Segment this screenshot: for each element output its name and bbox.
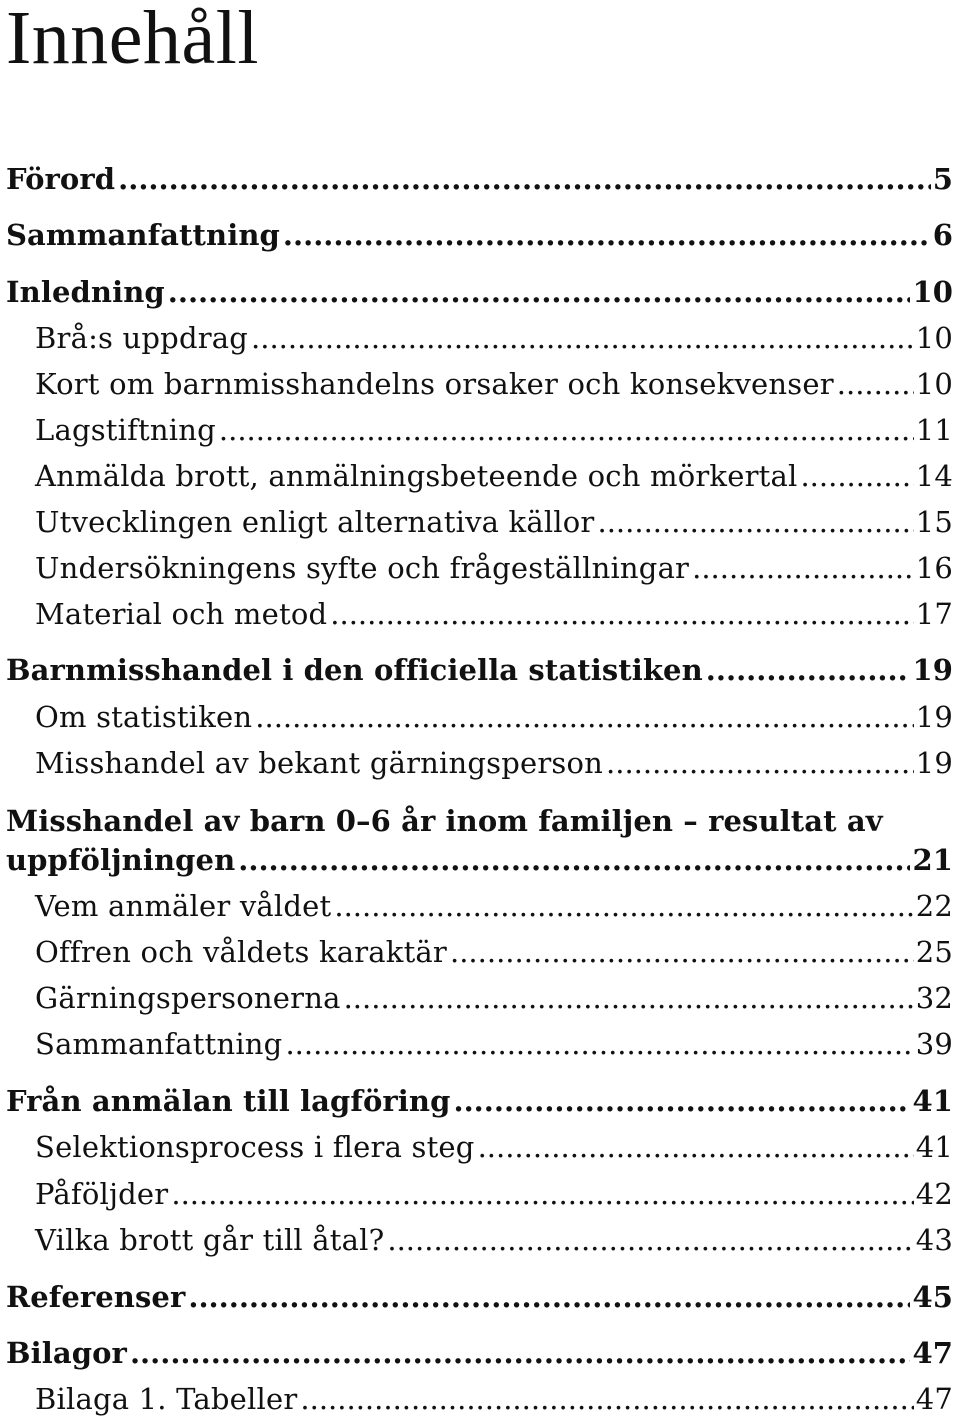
toc-page-number: 19	[915, 700, 953, 734]
toc-entry-bilagor[interactable]	[6, 1335, 953, 1371]
toc-entry-om-statistiken[interactable]	[35, 699, 953, 735]
toc-entry-title: Utvecklingen enligt alternativa källor	[35, 505, 595, 539]
toc-page-number: 43	[915, 1223, 953, 1257]
toc-entry-title: Selektionsprocess i flera steg	[35, 1130, 475, 1164]
toc-entry-sammanfattning[interactable]	[6, 217, 953, 253]
toc-entry-offren[interactable]	[35, 934, 953, 970]
toc-entry-title: Brå:s uppdrag	[35, 321, 249, 355]
toc-page-number: 19	[912, 653, 953, 687]
toc-entry-vilka-brott[interactable]	[35, 1222, 953, 1258]
toc-page-number: 47	[912, 1336, 953, 1370]
dot-leader	[598, 504, 914, 540]
dot-leader	[478, 1129, 914, 1165]
toc-entry-title: Kort om barnmisshandelns orsaker och konsekvenser	[35, 367, 834, 401]
toc-entry-uppfoljningen[interactable]	[6, 842, 953, 878]
toc-entry-anmalda-brott[interactable]	[35, 458, 953, 494]
toc-entry-title: Från anmälan till lagföring	[6, 1084, 451, 1118]
toc-page-number: 10	[912, 275, 953, 309]
dot-leader	[606, 745, 914, 781]
toc-entry-title: Om statistiken	[35, 700, 253, 734]
toc-page-number: 11	[915, 413, 953, 447]
toc-page-number: 42	[915, 1177, 953, 1211]
dot-leader	[251, 320, 914, 356]
dot-leader	[334, 888, 913, 924]
toc-page-number: 41	[912, 1084, 953, 1118]
toc-entry-lagstiftning[interactable]	[35, 412, 953, 448]
toc-entry-title: uppföljningen	[6, 843, 236, 877]
toc-page-number: 6	[932, 218, 953, 252]
toc-page-number: 22	[915, 889, 953, 923]
toc-page-number: 10	[915, 321, 953, 355]
dot-leader	[387, 1222, 913, 1258]
dot-leader	[453, 1083, 910, 1119]
toc-page-number: 39	[915, 1027, 953, 1061]
toc-entry-material-metod[interactable]	[35, 596, 953, 632]
toc-page-number: 19	[915, 746, 953, 780]
toc-entry-title: Sammanfattning	[35, 1027, 283, 1061]
toc-page-number: 15	[915, 505, 953, 539]
dot-leader	[706, 652, 911, 688]
toc-entry-selektionsprocess[interactable]	[35, 1129, 953, 1165]
toc-entry-title: Misshandel av bekant gärningsperson	[35, 746, 604, 780]
toc-page-number: 21	[912, 843, 953, 877]
dot-leader	[255, 699, 913, 735]
toc-entry-title-line1[interactable]: Misshandel av barn 0–6 år inom familjen – resultat av	[6, 804, 883, 838]
dot-leader	[344, 980, 914, 1016]
dot-leader	[692, 550, 914, 586]
toc-page-number: 5	[932, 162, 953, 196]
toc-entry-title: Vem anmäler våldet	[35, 889, 332, 923]
toc-entry-fran-anmalan[interactable]	[6, 1083, 953, 1119]
dot-leader	[130, 1335, 911, 1371]
dot-leader	[800, 458, 913, 494]
dot-leader	[118, 161, 931, 197]
toc-entry-vem-anmaler[interactable]	[35, 888, 953, 924]
dot-leader	[188, 1279, 910, 1315]
dot-leader	[219, 412, 914, 448]
toc-page-number: 47	[915, 1382, 953, 1416]
toc-entry-title: Barnmisshandel i den officiella statistiken	[6, 653, 703, 687]
toc-page-number: 16	[915, 551, 953, 585]
toc-entry-title: Påföljder	[35, 1177, 169, 1211]
toc-entry-title: Inledning	[6, 275, 165, 309]
toc-entry-pafoljder[interactable]	[35, 1176, 953, 1212]
dot-leader	[300, 1381, 913, 1417]
toc-entry-inledning[interactable]	[6, 274, 953, 310]
toc-entry-title: Material och metod	[35, 597, 328, 631]
dot-leader	[285, 1026, 913, 1062]
toc-entry-title: Förord	[6, 162, 116, 196]
toc-page-number: 25	[915, 935, 953, 969]
toc-entry-title: Sammanfattning	[6, 218, 280, 252]
toc-page-number: 17	[915, 597, 953, 631]
dot-leader	[283, 217, 931, 253]
toc-entry-title: Bilagor	[6, 1336, 127, 1370]
toc-entry-sammanfattning-sub[interactable]	[35, 1026, 953, 1062]
toc-entry-title: Undersökningens syfte och frågeställningar	[35, 551, 690, 585]
toc-page-number: 41	[915, 1130, 953, 1164]
toc-entry-title: Lagstiftning	[35, 413, 216, 447]
toc-entry-bras-uppdrag[interactable]	[35, 320, 953, 356]
toc-entry-title: Vilka brott går till åtal?	[35, 1223, 385, 1257]
toc-entry-title: Offren och våldets karaktär	[35, 935, 447, 969]
toc-entry-syfte[interactable]	[35, 550, 953, 586]
toc-page-number: 45	[912, 1280, 953, 1314]
dot-leader	[837, 366, 914, 402]
toc-entry-title: Anmälda brott, anmälningsbeteende och mörkertal	[35, 459, 798, 493]
toc-entry-title: Gärningspersonerna	[35, 981, 341, 1015]
dot-leader	[450, 934, 914, 970]
toc-page-number: 10	[915, 367, 953, 401]
dot-leader	[238, 842, 910, 878]
toc-entry-garningspersonerna[interactable]	[35, 980, 953, 1016]
toc-entry-title: Bilaga 1. Tabeller	[35, 1382, 298, 1416]
toc-entry-title: Referenser	[6, 1280, 186, 1314]
toc-entry-utvecklingen[interactable]	[35, 504, 953, 540]
dot-leader	[168, 274, 911, 310]
toc-entry-bilaga-1[interactable]	[35, 1381, 953, 1417]
toc-page-number: 14	[915, 459, 953, 493]
toc-entry-referenser[interactable]	[6, 1279, 953, 1315]
toc-page-number: 32	[915, 981, 953, 1015]
toc-entry-officiella-statistiken[interactable]	[6, 652, 953, 688]
dot-leader	[171, 1176, 913, 1212]
toc-entry-orsaker-konsekvenser[interactable]	[35, 366, 953, 402]
toc-entry-bekant-garningsperson[interactable]	[35, 745, 953, 781]
page-title: Innehåll	[6, 0, 260, 80]
dot-leader	[330, 596, 913, 632]
toc-entry-forord[interactable]	[6, 161, 953, 197]
